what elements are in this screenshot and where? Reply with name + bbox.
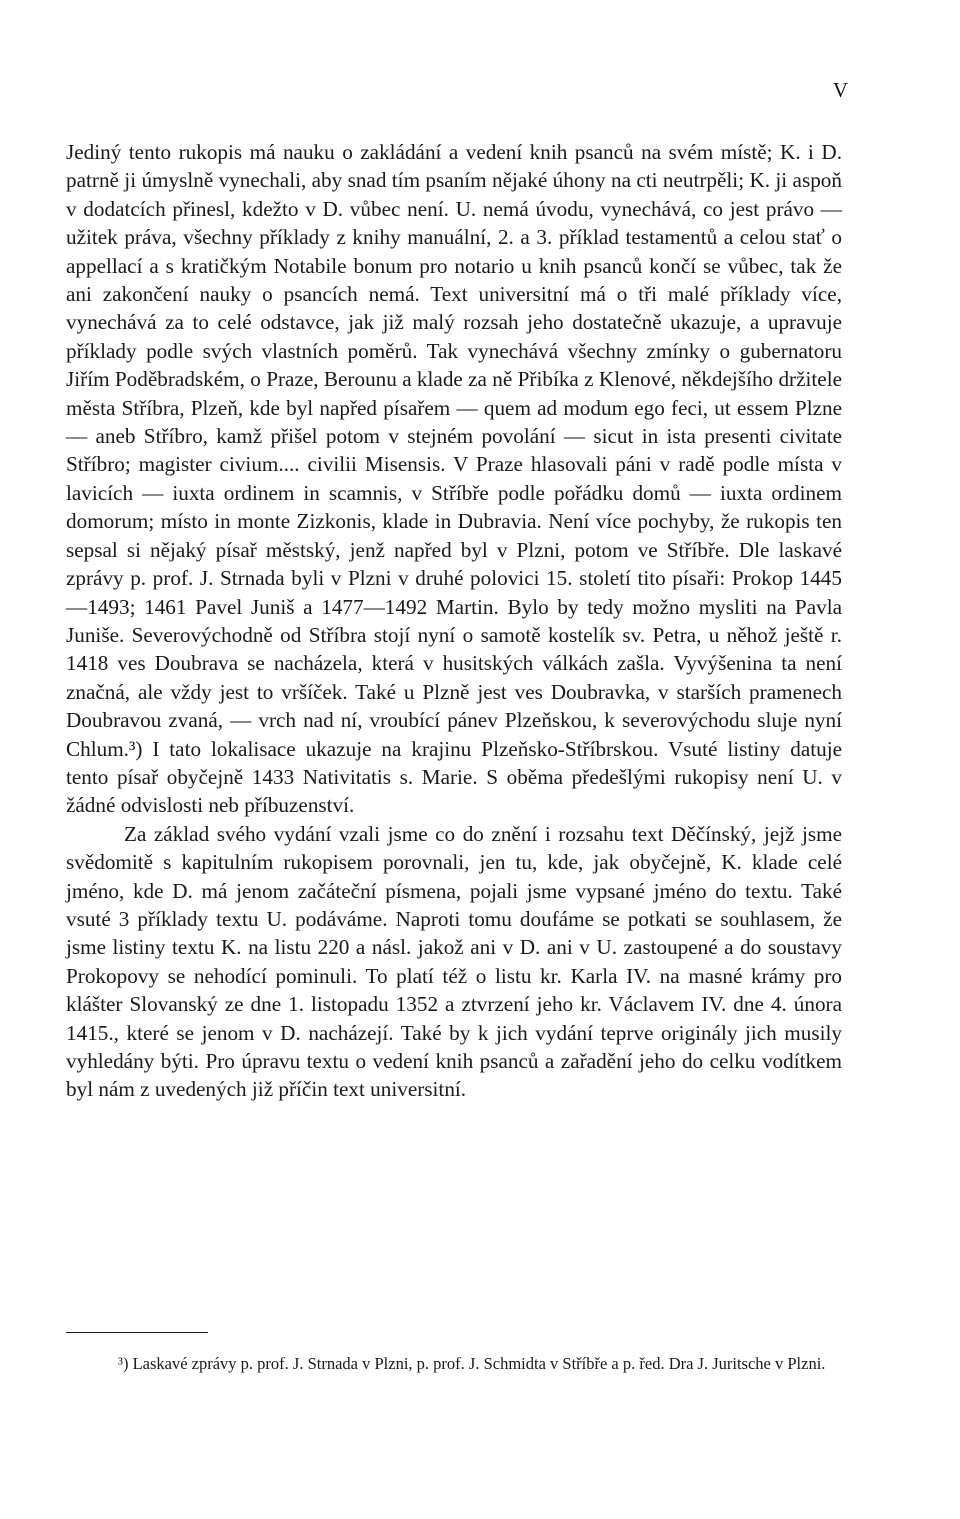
footnote — [66, 1352, 842, 1376]
footnote-separator — [66, 1332, 208, 1333]
paragraph-1: Jediný tento rukopis má nauku o zakládání a vedení knih psanců na svém místě; K. i D. patrně ji úmyslně vynechali, aby snad tím psaním nějaké úhony na cti neutrpěli; K. ji aspoň v dodatcích přinesl, kdežto v D. vůbec není. U. nemá úvodu, vynechává, co jest právo — užitek práva, všechny příklady z knihy manuální, 2. a 3. příklad testamentů a celou stať o appellací a s kratičkým Notabile bonum pro notario u knih psanců končí se vůbec, tak že ani zakončení nauky o psancích nemá. Text universitní má o tři malé příklady více, vynechává za to celé odstavce, jak již malý rozsah jeho dostatečně ukazuje, a upravuje příklady podle svých vlastních poměrů. Tak vynechává všechny zmínky o gubernatoru Jiřím Poděbradském, o Praze, Berounu a klade za ně Přibíka z Klenové, někdejšího držitele města Stříbra, Plzeň, kde byl napřed písařem — quem ad modum ego feci, ut essem Plzne — aneb Stříbro, kamž přišel potom v stejném povolání — sicut in ista presenti civitate Stříbro; magister civium.... civilii Misensis. V Praze hlasovali páni v radě podle místa v lavicích — iuxta ordinem in scamnis, v Stříbře podle pořádku domů — iuxta ordinem domorum; místo in monte Zizkonis, klade in Dubravia. Není více pochyby, že rukopis ten sepsal si nějaký písař městský, jenž napřed byl v Plzni, potom ve Stříbře. Dle laskavé zprávy p. prof. J. Strnada byli v Plzni v druhé polovici 15. století tito písaři: Prokop 1445—1493; 1461 Pavel Juniš a 1477—1492 Martin. Bylo by tedy možno mysliti na Pavla Juniše. Severovýchodně od Stříbra stojí nyní o samotě kostelík sv. Petra, u něhož ještě r. 1418 ves Doubrava se nacházela, která v husitských válkách zašla. Vyvýšenina ta není značná, ale vždy jest to vršíček. Také u Plzně jest ves Doubravka, v starších pramenech Doubravou zvaná, — vrch nad ní, vroubící pánev Plzeňskou, k severovýchodu sluje nyní Chlum.³) I tato lokalisace ukazuje na krajinu Plzeňsko-Stříbrskou. Vsuté listiny datuje tento písař obyčejně 1433 Nativitatis s. Marie. S oběma předešlými rukopisy není U. v žádné odvislosti neb příbuzenství. — [66, 140, 842, 818]
footnote-text: ³) Laskavé zprávy p. prof. J. Strnada v Plzni, p. prof. J. Schmidta v Stříbře a p. řed. Dra J. Juritsche v Plzni. — [118, 1354, 826, 1373]
page-number: V — [832, 78, 848, 102]
paragraph-2: Za základ svého vydání vzali jsme co do znění i rozsahu text Děčínský, jejž jsme svědomitě s kapitulním rukopisem porovnali, jen tu, kde, jak obyčejně, K. klade celé jméno, kde D. má jenom začáteční písmena, pojali jsme vypsané jméno do textu. Také vsuté 3 příklady textu U. podáváme. Naproti tomu doufáme se potkati se souhlasem, že jsme listiny textu K. na listu 220 a násl. jakož ani v D. ani v U. zastoupené a do soustavy Prokopovy se nehodící pominuli. To platí též o listu kr. Karla IV. na masné krámy pro klášter Slovanský ze dne 1. listopadu 1352 a ztvrzení jeho kr. Václavem IV. dne 4. února 1415., které se jenom v D. nacházejí. Také by k jich vydání teprve originály jich musily vyhledány býti. Pro úpravu textu o vedení knih psanců a zařadění jeho do celku vodítkem byl nám z uvedených již příčin text universitní. — [66, 821, 842, 1102]
body-text — [66, 138, 842, 1104]
